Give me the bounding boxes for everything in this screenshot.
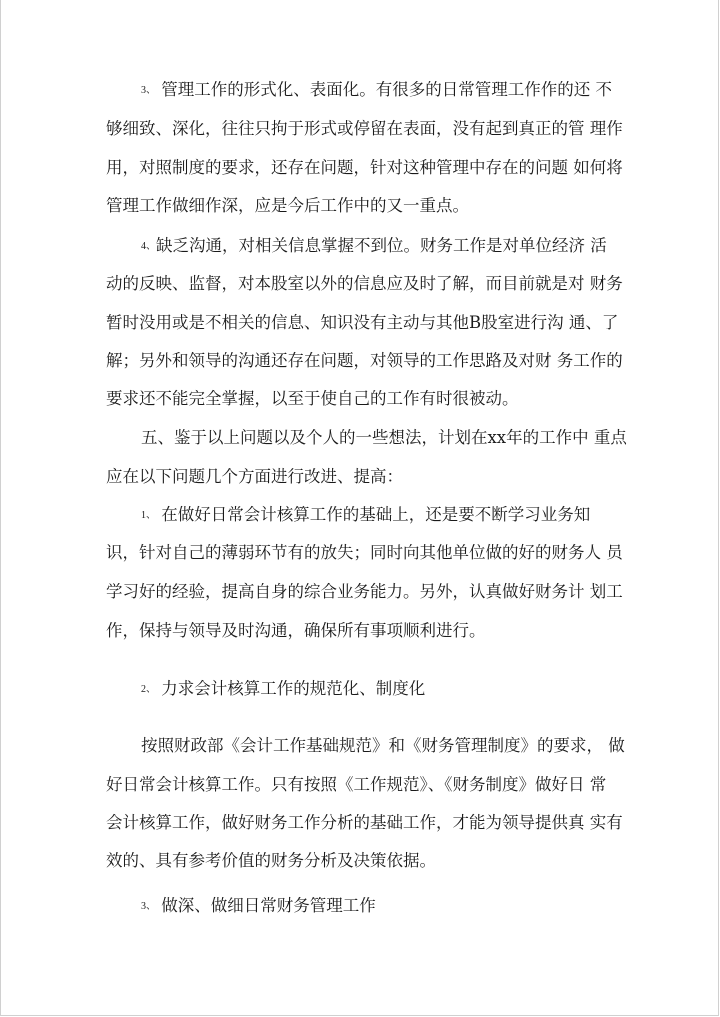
item-number: 3、 — [141, 85, 156, 96]
text-line — [141, 80, 661, 101]
line-text: 作，保持与领导及时沟通，确保所有事项顺利进行。 — [106, 621, 486, 640]
text-line — [106, 851, 626, 871]
line-text: 够细致、深化，往往只拘于形式或停留在表面，没有起到真正的管 理作 — [106, 119, 623, 138]
text-line — [106, 582, 626, 602]
line-text: 暂时没用或是不相关的信息、知识没有主动与其他B股室进行沟 通、了 — [106, 313, 619, 332]
text-line — [141, 428, 661, 448]
line-text: 解；另外和领导的沟通还存在问题，对领导的工作思路及对财 务工作的 — [106, 351, 623, 370]
text-line — [106, 274, 626, 294]
text-line — [106, 119, 626, 139]
line-text: 要求还不能完全掌握，以至于使自己的工作有时很被动。 — [106, 389, 519, 408]
text-line — [141, 236, 661, 257]
text-line — [141, 679, 661, 700]
line-text: 在做好日常会计核算工作的基础上，还是要不断学习业务知 — [156, 505, 591, 524]
line-text: 管理工作的形式化、表面化。有很多的日常管理工作作的还 不 — [156, 80, 612, 99]
line-text: 缺乏沟通，对相关信息掌握不到位。财务工作是对单位经济 活 — [156, 236, 607, 255]
item-number: 2、 — [141, 684, 156, 695]
line-text: 识，针对自己的薄弱环节有的放失；同时向其他单位做的好的财务人 员 — [106, 543, 623, 562]
text-line — [106, 543, 626, 563]
line-text: 用，对照制度的要求，还存在问题，针对这种管理中存在的问题 如何将 — [106, 158, 623, 177]
item-number: 1、 — [141, 510, 156, 521]
text-line — [106, 467, 626, 487]
text-line — [106, 621, 626, 641]
line-text: 做深、做细日常财务管理工作 — [156, 896, 376, 915]
line-text: 效的、具有参考价值的财务分析及决策依据。 — [106, 851, 436, 870]
text-line — [141, 736, 661, 756]
item-number: 3、 — [141, 901, 156, 912]
line-text: 管理工作做细作深，应是今后工作中的又一重点。 — [106, 196, 469, 215]
line-text: 按照财政部《会计工作基础规范》和《财务管理制度》的要求， 做 — [141, 736, 625, 755]
line-text: 力求会计核算工作的规范化、制度化 — [156, 679, 426, 698]
text-line — [106, 775, 626, 795]
text-line — [141, 896, 661, 917]
item-number: 4、 — [141, 241, 156, 252]
text-line — [141, 505, 661, 526]
line-text: 应在以下问题几个方面进行改进、提高： — [106, 467, 403, 486]
line-text: 动的反映、监督，对本股室以外的信息应及时了解，而目前就是对 财务 — [106, 274, 623, 293]
text-line — [106, 813, 626, 833]
text-line — [106, 196, 626, 216]
line-text: 好日常会计核算工作。只有按照《工作规范》、《财务制度》做好日 常 — [106, 775, 607, 794]
text-line — [106, 313, 626, 333]
line-text: 会计核算工作，做好财务工作分析的基础工作，才能为领导提供真 实有 — [106, 813, 623, 832]
text-line — [106, 158, 626, 178]
line-text: 学习好的经验，提高自身的综合业务能力。另外，认真做好财务计 划工 — [106, 582, 623, 601]
text-line — [106, 351, 626, 371]
text-line — [106, 389, 626, 409]
line-text: 五、鉴于以上问题以及个人的一些想法，计划在xx年的工作中 重点 — [141, 428, 627, 447]
